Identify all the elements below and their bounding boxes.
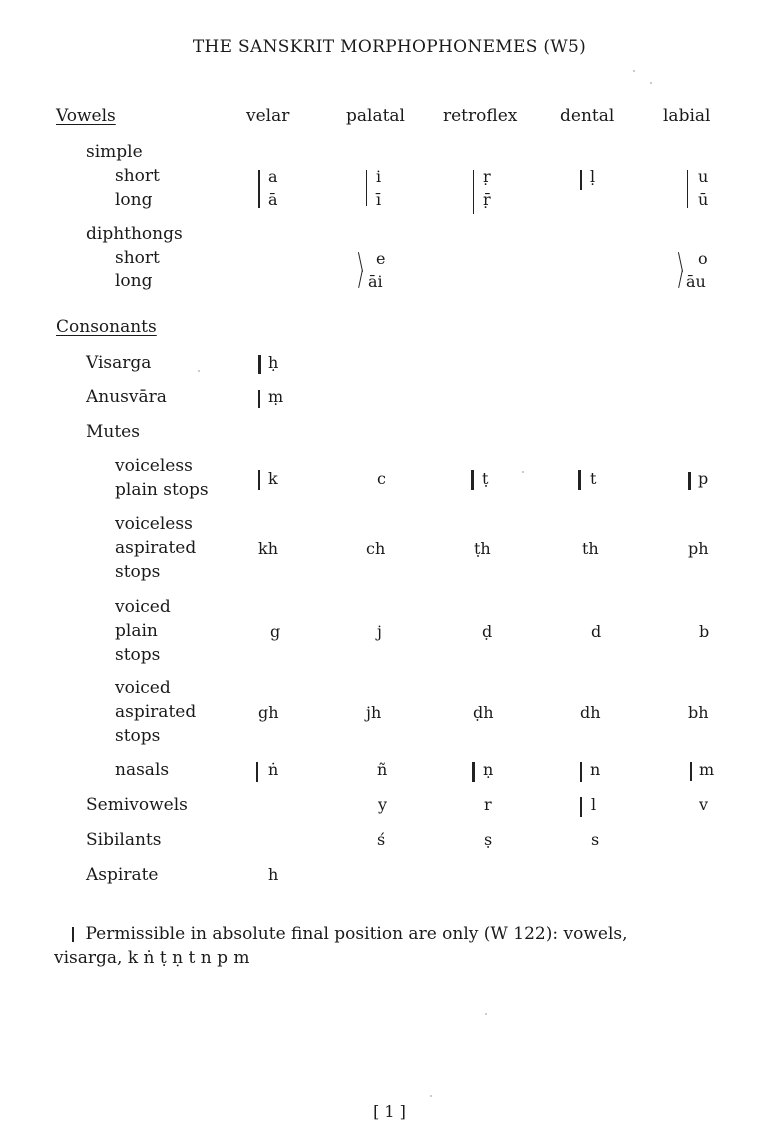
col-retroflex: retroflex xyxy=(443,106,518,126)
footnote xyxy=(54,922,754,970)
cell-tth: ṭh xyxy=(474,539,491,558)
label-vd-plain-2: plain xyxy=(115,621,158,641)
final-marker xyxy=(580,762,582,782)
final-marker xyxy=(258,355,261,374)
cell-anusvara: ṃ xyxy=(268,387,284,406)
label-diph-short: short xyxy=(115,248,160,268)
label-vl-plain-2: plain stops xyxy=(115,480,209,500)
cell-dd: ḍ xyxy=(482,622,493,641)
label-vd-asp-2: aspirated xyxy=(115,702,197,722)
final-marker xyxy=(256,762,258,782)
label-diph-long: long xyxy=(115,271,153,291)
cell-dh: dh xyxy=(580,703,601,722)
final-marker xyxy=(258,470,260,490)
cell-ng: ṅ xyxy=(268,760,279,779)
final-marker xyxy=(258,390,260,408)
cell-h: h xyxy=(268,865,279,884)
cell-nn: ṇ xyxy=(483,760,494,779)
label-mutes: Mutes xyxy=(86,422,140,442)
label-vd-plain-3: stops xyxy=(115,645,161,665)
label-nasals: nasals xyxy=(115,760,170,780)
cell-ss: ṣ xyxy=(484,830,493,849)
consonants-heading: Consonants xyxy=(56,317,157,337)
footnote-line-2: visarga, k ṅ ṭ ṇ t n p m xyxy=(54,948,250,968)
col-palatal: palatal xyxy=(346,106,405,126)
cell-ddh: ḍh xyxy=(473,703,494,722)
cell-t: t xyxy=(590,469,597,488)
vowel-au: āu xyxy=(686,272,706,291)
vowel-rr: ṝ xyxy=(483,190,491,209)
scan-speck xyxy=(198,370,200,372)
scan-speck xyxy=(650,82,652,84)
label-diphthongs: diphthongs xyxy=(86,224,183,244)
final-marker xyxy=(366,170,367,206)
cell-jh: jh xyxy=(366,703,382,722)
label-aspirate: Aspirate xyxy=(86,865,159,885)
vowel-ai: āi xyxy=(368,272,383,291)
label-vd-asp-3: stops xyxy=(115,726,161,746)
vowel-aa: ā xyxy=(268,190,278,209)
label-simple: simple xyxy=(86,142,143,162)
final-marker xyxy=(688,472,691,490)
label-vl-asp-2: aspirated xyxy=(115,538,197,558)
cell-y: y xyxy=(378,795,388,814)
cell-v: v xyxy=(699,795,709,814)
col-labial: labial xyxy=(663,106,711,126)
scan-speck xyxy=(633,70,635,72)
cell-l: l xyxy=(591,795,597,814)
cell-kh: kh xyxy=(258,539,278,558)
vowel-a: a xyxy=(268,167,278,186)
vowel-u: u xyxy=(698,167,709,186)
vowel-ii: ī xyxy=(376,190,382,209)
final-marker xyxy=(258,170,260,208)
vowel-o: o xyxy=(698,249,708,268)
final-marker xyxy=(358,270,363,288)
cell-bh: bh xyxy=(688,703,709,722)
cell-ch: ch xyxy=(366,539,386,558)
cell-d: d xyxy=(591,622,602,641)
label-simple-long: long xyxy=(115,190,153,210)
final-marker xyxy=(578,470,581,490)
label-vl-asp-1: voiceless xyxy=(115,514,193,534)
cell-c: c xyxy=(377,469,386,488)
vowel-uu: ū xyxy=(698,190,709,209)
cell-r: r xyxy=(484,795,492,814)
final-marker xyxy=(678,270,683,288)
page-title: THE SANSKRIT MORPHOPHONEMES (W5) xyxy=(192,37,587,57)
final-marker xyxy=(580,170,582,190)
final-marker xyxy=(690,762,692,781)
page-number: [ 1 ] xyxy=(373,1102,406,1121)
cell-sh: ś xyxy=(377,830,386,849)
final-marker xyxy=(358,252,363,272)
cell-th: th xyxy=(582,539,599,558)
col-velar: velar xyxy=(246,106,290,126)
label-vl-asp-3: stops xyxy=(115,562,161,582)
label-anusvara: Anusvāra xyxy=(86,387,167,407)
cell-s: s xyxy=(591,830,600,849)
cell-gh: gh xyxy=(258,703,279,722)
cell-tt: ṭ xyxy=(482,469,489,488)
label-semivowels: Semivowels xyxy=(86,795,188,815)
cell-j: j xyxy=(377,622,382,641)
label-vd-asp-1: voiced xyxy=(115,678,171,698)
label-sibilants: Sibilants xyxy=(86,830,162,850)
vowels-heading: Vowels xyxy=(56,106,116,126)
vowel-r: ṛ xyxy=(483,167,491,186)
cell-k: k xyxy=(268,469,278,488)
label-vl-plain-1: voiceless xyxy=(115,456,193,476)
cell-b: b xyxy=(699,622,710,641)
final-marker xyxy=(687,170,688,208)
final-marker xyxy=(473,170,474,214)
final-marker xyxy=(678,252,683,272)
col-dental: dental xyxy=(560,106,615,126)
vowel-i: i xyxy=(376,167,382,186)
final-marker xyxy=(471,470,474,490)
cell-ny: ñ xyxy=(377,760,388,779)
scan-speck xyxy=(485,1013,487,1015)
vowel-l: ḷ xyxy=(590,167,596,186)
cell-m: m xyxy=(699,760,715,779)
cell-g: g xyxy=(270,622,281,641)
cell-p: p xyxy=(698,469,709,488)
footnote-line-1: Permissible in absolute final position are only (W 122): vowels, xyxy=(85,924,628,944)
scan-speck xyxy=(430,1095,432,1097)
cell-visarga: ḥ xyxy=(268,353,279,372)
scan-speck xyxy=(522,471,524,473)
cell-n: n xyxy=(590,760,601,779)
final-marker xyxy=(472,762,475,782)
label-visarga: Visarga xyxy=(86,353,152,373)
label-vd-plain-1: voiced xyxy=(115,597,171,617)
label-simple-short: short xyxy=(115,166,160,186)
vowel-e: e xyxy=(376,249,386,268)
final-marker xyxy=(580,797,582,817)
cell-ph: ph xyxy=(688,539,709,558)
final-marker xyxy=(72,927,74,942)
